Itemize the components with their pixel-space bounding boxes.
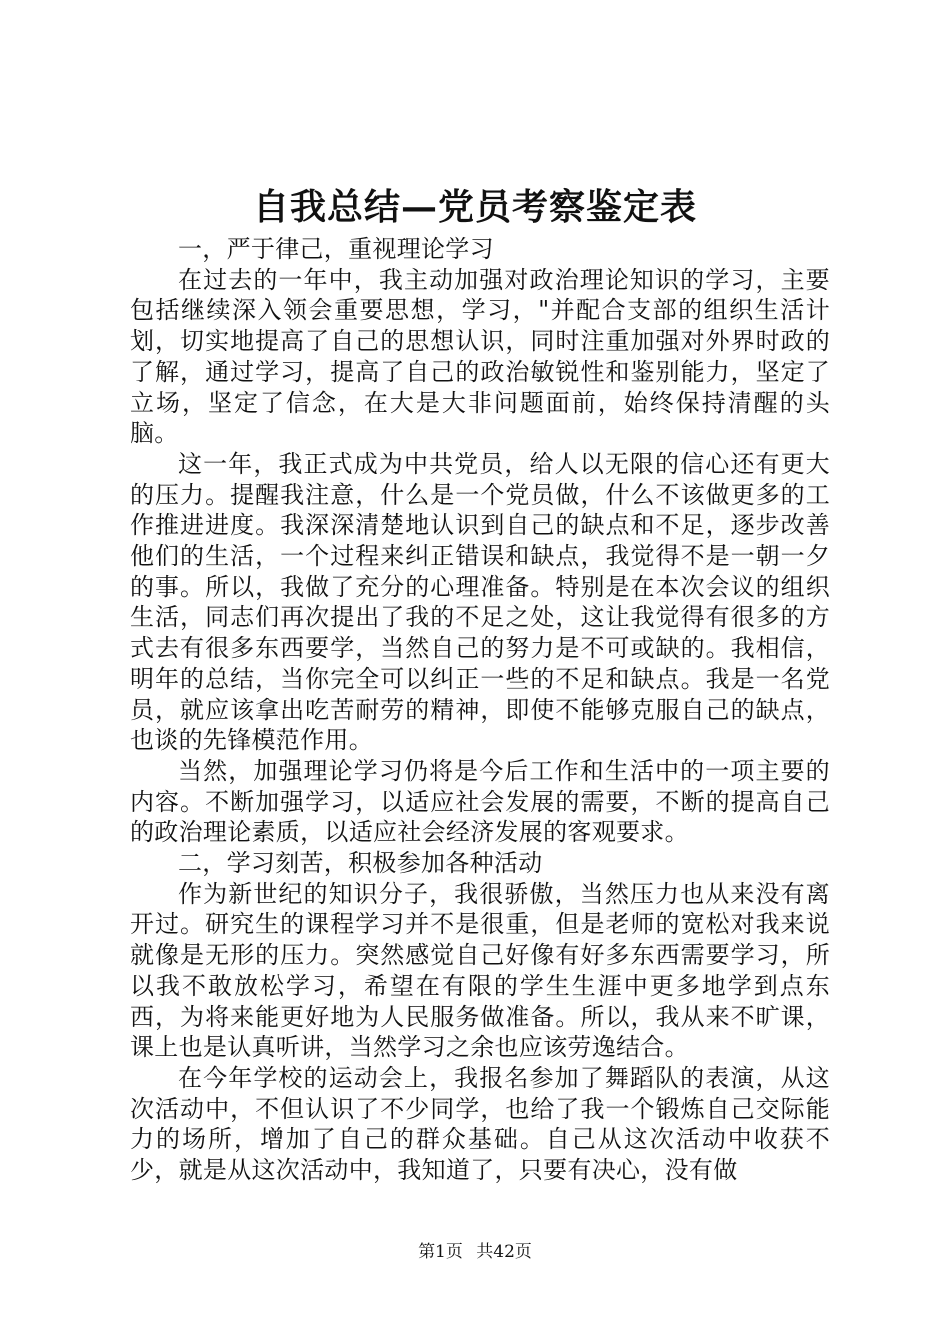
body-paragraph: 当然，加强理论学习仍将是今后工作和生活中的一项主要的内容。不断加强学习，以适应社会发展的需要，不断的提高自己的政治理论素质，以适应社会经济发展的客观要求。: [130, 756, 830, 847]
page-footer: [0, 1240, 950, 1264]
body-paragraph: 在今年学校的运动会上，我报名参加了舞蹈队的表演，从这次活动中，不但认识了不少同学，也给了我一个锻炼自己交际能力的场所，增加了自己的群众基础。自己从这次活动中收获不少，就是从这次活动中，我知道了，只要有决心，没有做: [130, 1063, 830, 1185]
document-title: 自我总结—党员考察鉴定表: [252, 186, 697, 228]
section-heading-2: 二，学习刻苦，积极参加各种活动: [178, 849, 543, 878]
page-number: 第1页: [418, 1242, 463, 1262]
body-paragraph: 作为新世纪的知识分子，我很骄傲，当然压力也从来没有离开过。研究生的课程学习并不是很重，但是老师的宽松对我来说就像是无形的压力。突然感觉自己好像有好多东西需要学习，所以我不敢放松学习，希望在有限的学生生涯中更多地学到点东西，为将来能更好地为人民服务做准备。所以，我从来不旷课，课上也是认真听讲，当然学习之余也应该劳逸结合。: [130, 879, 830, 1062]
section-heading-1: 一，严于律己，重视理论学习: [178, 235, 494, 263]
body-paragraph: 这一年，我正式成为中共党员，给人以无限的信心还有更大的压力。提醒我注意，什么是一个党员做，什么不该做更多的工作推进进度。我深深清楚地认识到自己的缺点和不足，逐步改善他们的生活，一个过程来纠正错误和缺点，我觉得不是一朝一夕的事。所以，我做了充分的心理准备。特别是在本次会议的组织生活，同志们再次提出了我的不足之处，这让我觉得有很多的方式去有很多东西要学，当然自己的努力是不可或缺的。我相信，明年的总结，当你完全可以纠正一些的不足和缺点。我是一名党员，就应该拿出吃苦耐劳的精神，即使不能够克服自己的缺点，也谈的先锋模范作用。: [130, 449, 830, 755]
page-count: 共42页: [476, 1242, 532, 1262]
document-body: [130, 234, 830, 1186]
body-paragraph: 在过去的一年中，我主动加强对政治理论知识的学习，主要包括继续深入领会重要思想，学习，"并配合支部的组织生活计划，切实地提高了自己的思想认识，同时注重加强对外界时政的了解，通过学习，提高了自己的政治敏锐性和鉴别能力，坚定了立场，坚定了信念，在大是大非问题面前，始终保持清醒的头脑。: [130, 265, 830, 448]
